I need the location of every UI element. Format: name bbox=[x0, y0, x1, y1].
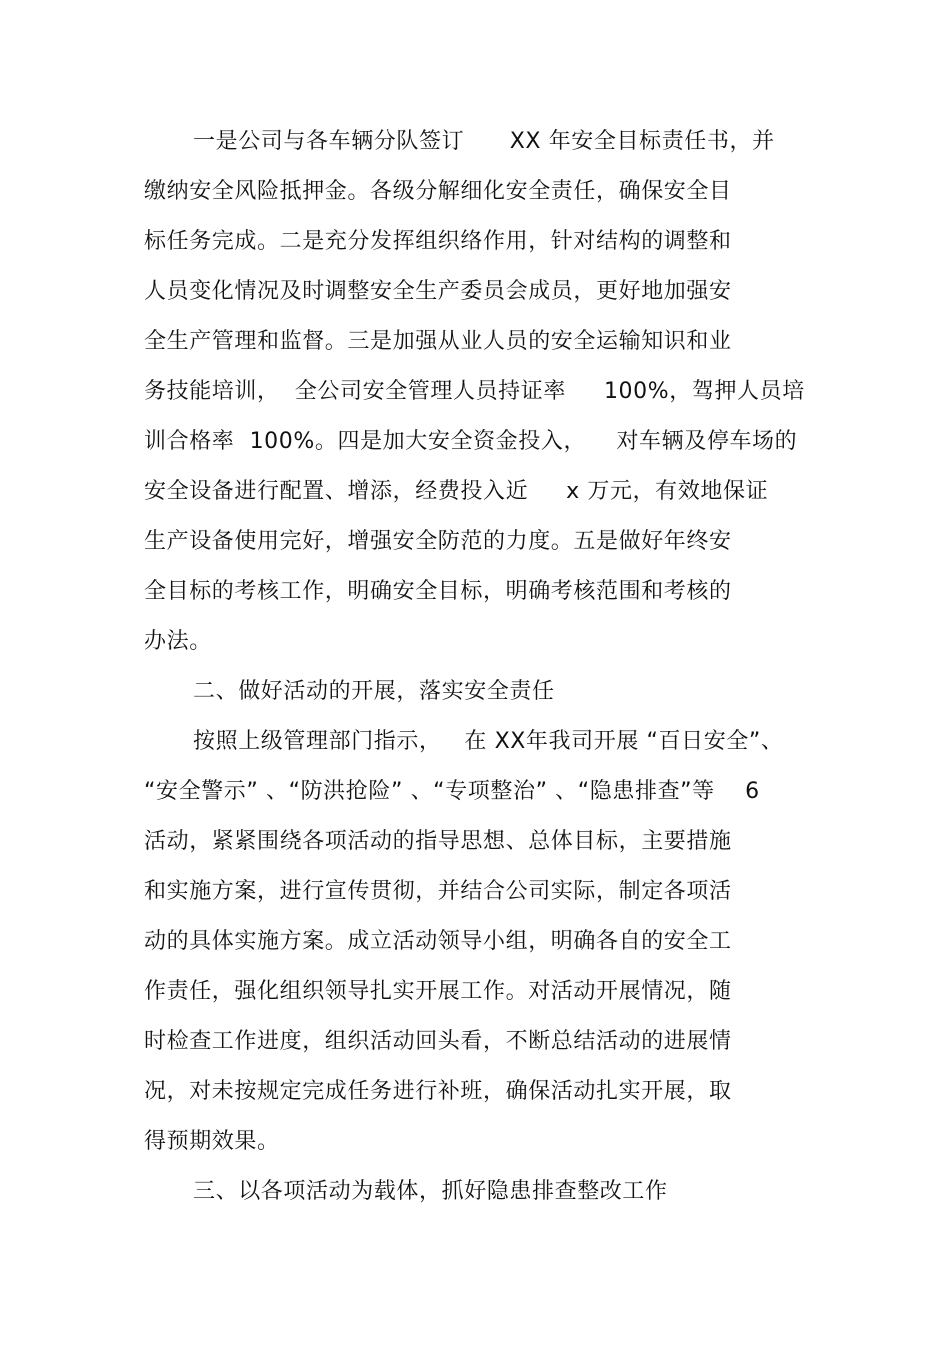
section-heading: 二、做好活动的开展，落实安全责任 bbox=[193, 679, 555, 704]
section-heading: 三、以各项活动为载体，抓好隐患排查整改工作 bbox=[193, 1179, 668, 1204]
paragraph-line: 务技能培训， 全公司安全管理人员持证率 100%，驾押人员培 bbox=[144, 379, 805, 404]
paragraph-line: 全生产管理和监督。三是加强从业人员的安全运输知识和业 bbox=[144, 329, 732, 354]
paragraph-line: 一是公司与各车辆分队签订 XX 年安全目标责任书，并 bbox=[193, 129, 775, 154]
paragraph-line: 标任务完成。二是充分发挥组织络作用，针对结构的调整和 bbox=[144, 229, 732, 254]
paragraph-line: 人员变化情况及时调整安全生产委员会成员，更好地加强安 bbox=[144, 279, 732, 304]
paragraph-line: 办法。 bbox=[144, 629, 212, 654]
paragraph-line: 按照上级管理部门指示， 在 XX年我司开展 “百日安全”、 bbox=[193, 729, 784, 754]
paragraph-line: 时检查工作进度，组织活动回头看，不断总结活动的进展情 bbox=[144, 1029, 732, 1054]
paragraph-line: 和实施方案，进行宣传贯彻，并结合公司实际，制定各项活 bbox=[144, 879, 732, 904]
paragraph-line: 活动，紧紧围绕各项活动的指导思想、总体目标，主要措施 bbox=[144, 829, 732, 854]
paragraph-line: 生产设备使用完好，增强安全防范的力度。五是做好年终安 bbox=[144, 529, 732, 554]
paragraph-line: 安全设备进行配置、增添，经费投入近 x 万元，有效地保证 bbox=[144, 479, 769, 504]
paragraph-line: 作责任，强化组织领导扎实开展工作。对活动开展情况，随 bbox=[144, 979, 732, 1004]
paragraph-line: 况，对未按规定完成任务进行补班，确保活动扎实开展，取 bbox=[144, 1079, 732, 1104]
paragraph-line: 全目标的考核工作，明确安全目标，明确考核范围和考核的 bbox=[144, 579, 732, 604]
paragraph-line: “安全警示” 、“防洪抢险” 、“专项整治” 、“隐患排查”等 6 bbox=[144, 779, 760, 804]
paragraph-line: 动的具体实施方案。成立活动领导小组，明确各自的安全工 bbox=[144, 929, 732, 954]
paragraph-line: 缴纳安全风险抵押金。各级分解细化安全责任，确保安全目 bbox=[144, 179, 732, 204]
paragraph-line: 训合格率 100%。四是加大安全资金投入， 对车辆及停车场的 bbox=[144, 429, 798, 454]
paragraph-line: 得预期效果。 bbox=[144, 1129, 280, 1154]
